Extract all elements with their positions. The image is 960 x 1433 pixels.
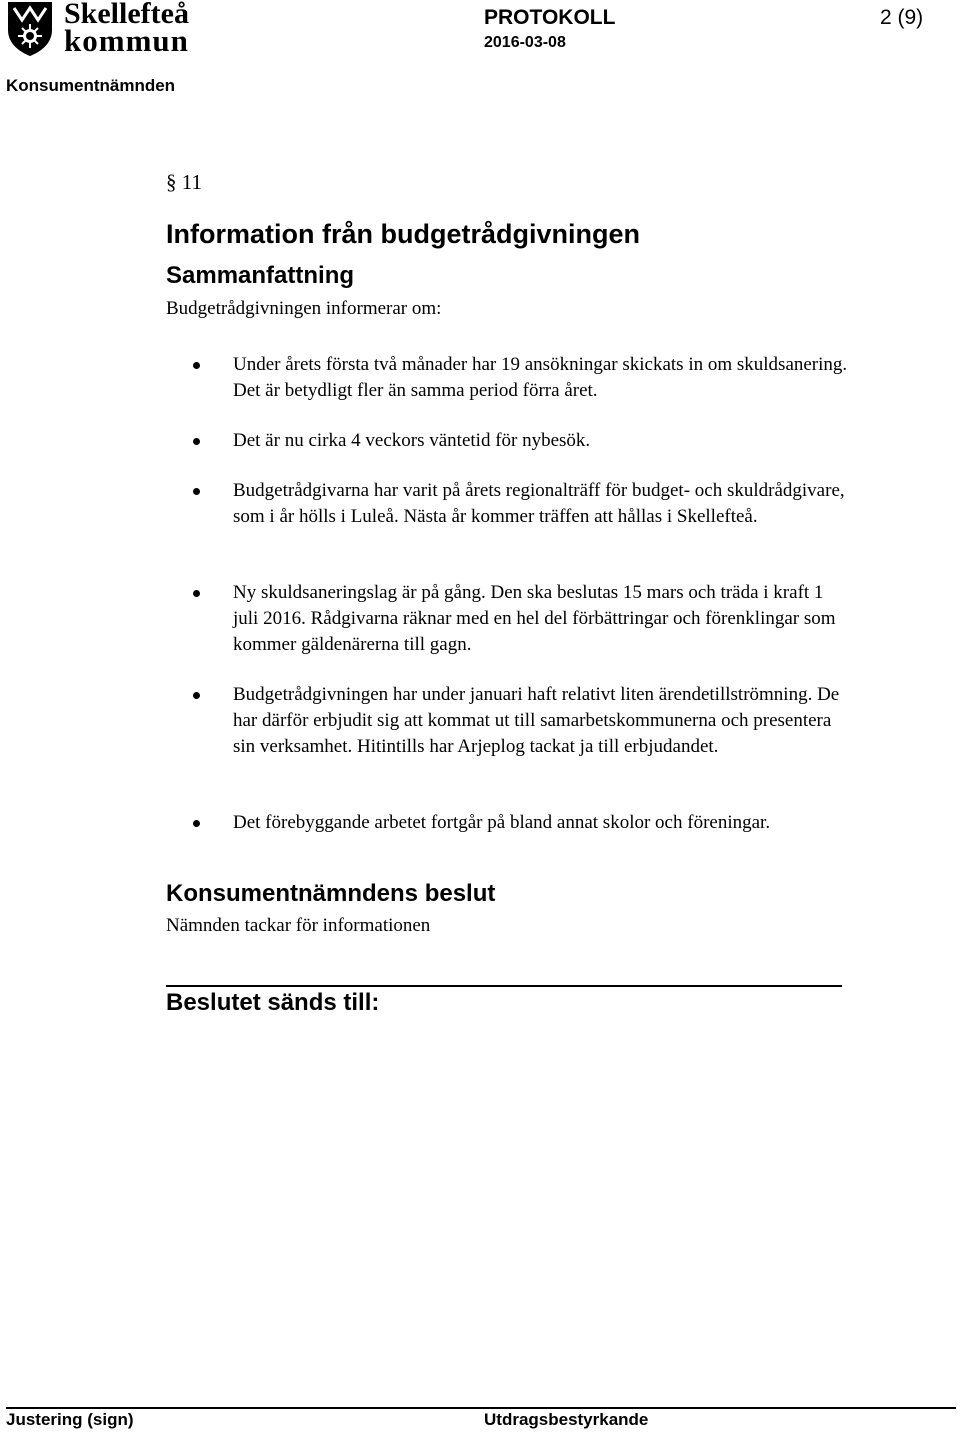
document-type: PROTOKOLL bbox=[484, 6, 616, 29]
logo-line2: kommun bbox=[64, 23, 189, 58]
bullet-icon bbox=[193, 488, 200, 495]
list-item-text: Under årets första två månader har 19 ansökningar skickats in om skuldsanering. Det är betydligt fler än samma period förra året. bbox=[233, 354, 848, 401]
committee-name: Konsumentnämnden bbox=[6, 76, 176, 95]
document-date: 2016-03-08 bbox=[484, 34, 566, 51]
list-item-text: Det är nu cirka 4 veckors väntetid för nybesök. bbox=[233, 430, 591, 451]
bullet-icon bbox=[193, 438, 200, 445]
list-item-text: Budgetrådgivarna har varit på årets regionalträff för budget- och skuldrådgivare, som i år hölls i Luleå. Nästa år kommer träffen att hållas i Skellefteå. bbox=[233, 480, 845, 527]
divider bbox=[166, 985, 842, 987]
list-item-text: Det förebyggande arbetet fortgår på bland annat skolor och föreningar. bbox=[233, 812, 771, 833]
bullet-icon bbox=[193, 820, 200, 827]
municipality-logo bbox=[6, 0, 201, 58]
page-number: 2 (9) bbox=[880, 6, 924, 29]
list-item-text: Ny skuldsaneringslag är på gång. Den ska beslutas 15 mars och träda i kraft 1 juli 2016. Rådgivarna räknar med en hel del förbättringar och förenklingar som kommer gäldenärerna till gagn. bbox=[233, 582, 836, 655]
signature-label: Justering (sign) bbox=[6, 1410, 134, 1429]
decision-text: Nämnden tackar för informationen bbox=[166, 915, 431, 936]
logo-line1: Skellefteå bbox=[64, 0, 189, 30]
bullet-icon bbox=[193, 692, 200, 699]
bullet-icon bbox=[193, 362, 200, 369]
coat-of-arms-icon bbox=[6, 0, 54, 58]
sent-to-heading: Beslutet sänds till: bbox=[166, 989, 380, 1016]
logo-wordmark bbox=[64, 0, 189, 58]
decision-heading: Konsumentnämndens beslut bbox=[166, 880, 496, 907]
paragraph-number: § 11 bbox=[166, 170, 202, 194]
certificate-label: Utdragsbestyrkande bbox=[484, 1410, 649, 1429]
section-title: Information från budgetrådgivningen bbox=[166, 219, 640, 249]
list-item-text: Budgetrådgivningen har under januari haft relativt liten ärendetillströmning. De har därför erbjudit sig att kommat ut till samarbetskommunerna och presentera sin verksamhet. Hitintills har Arjeplog tackat ja till erbjudandet. bbox=[233, 684, 840, 757]
bullet-icon bbox=[193, 590, 200, 597]
footer-divider bbox=[6, 1407, 956, 1409]
summary-heading: Sammanfattning bbox=[166, 262, 355, 289]
summary-intro: Budgetrådgivningen informerar om: bbox=[166, 298, 442, 319]
